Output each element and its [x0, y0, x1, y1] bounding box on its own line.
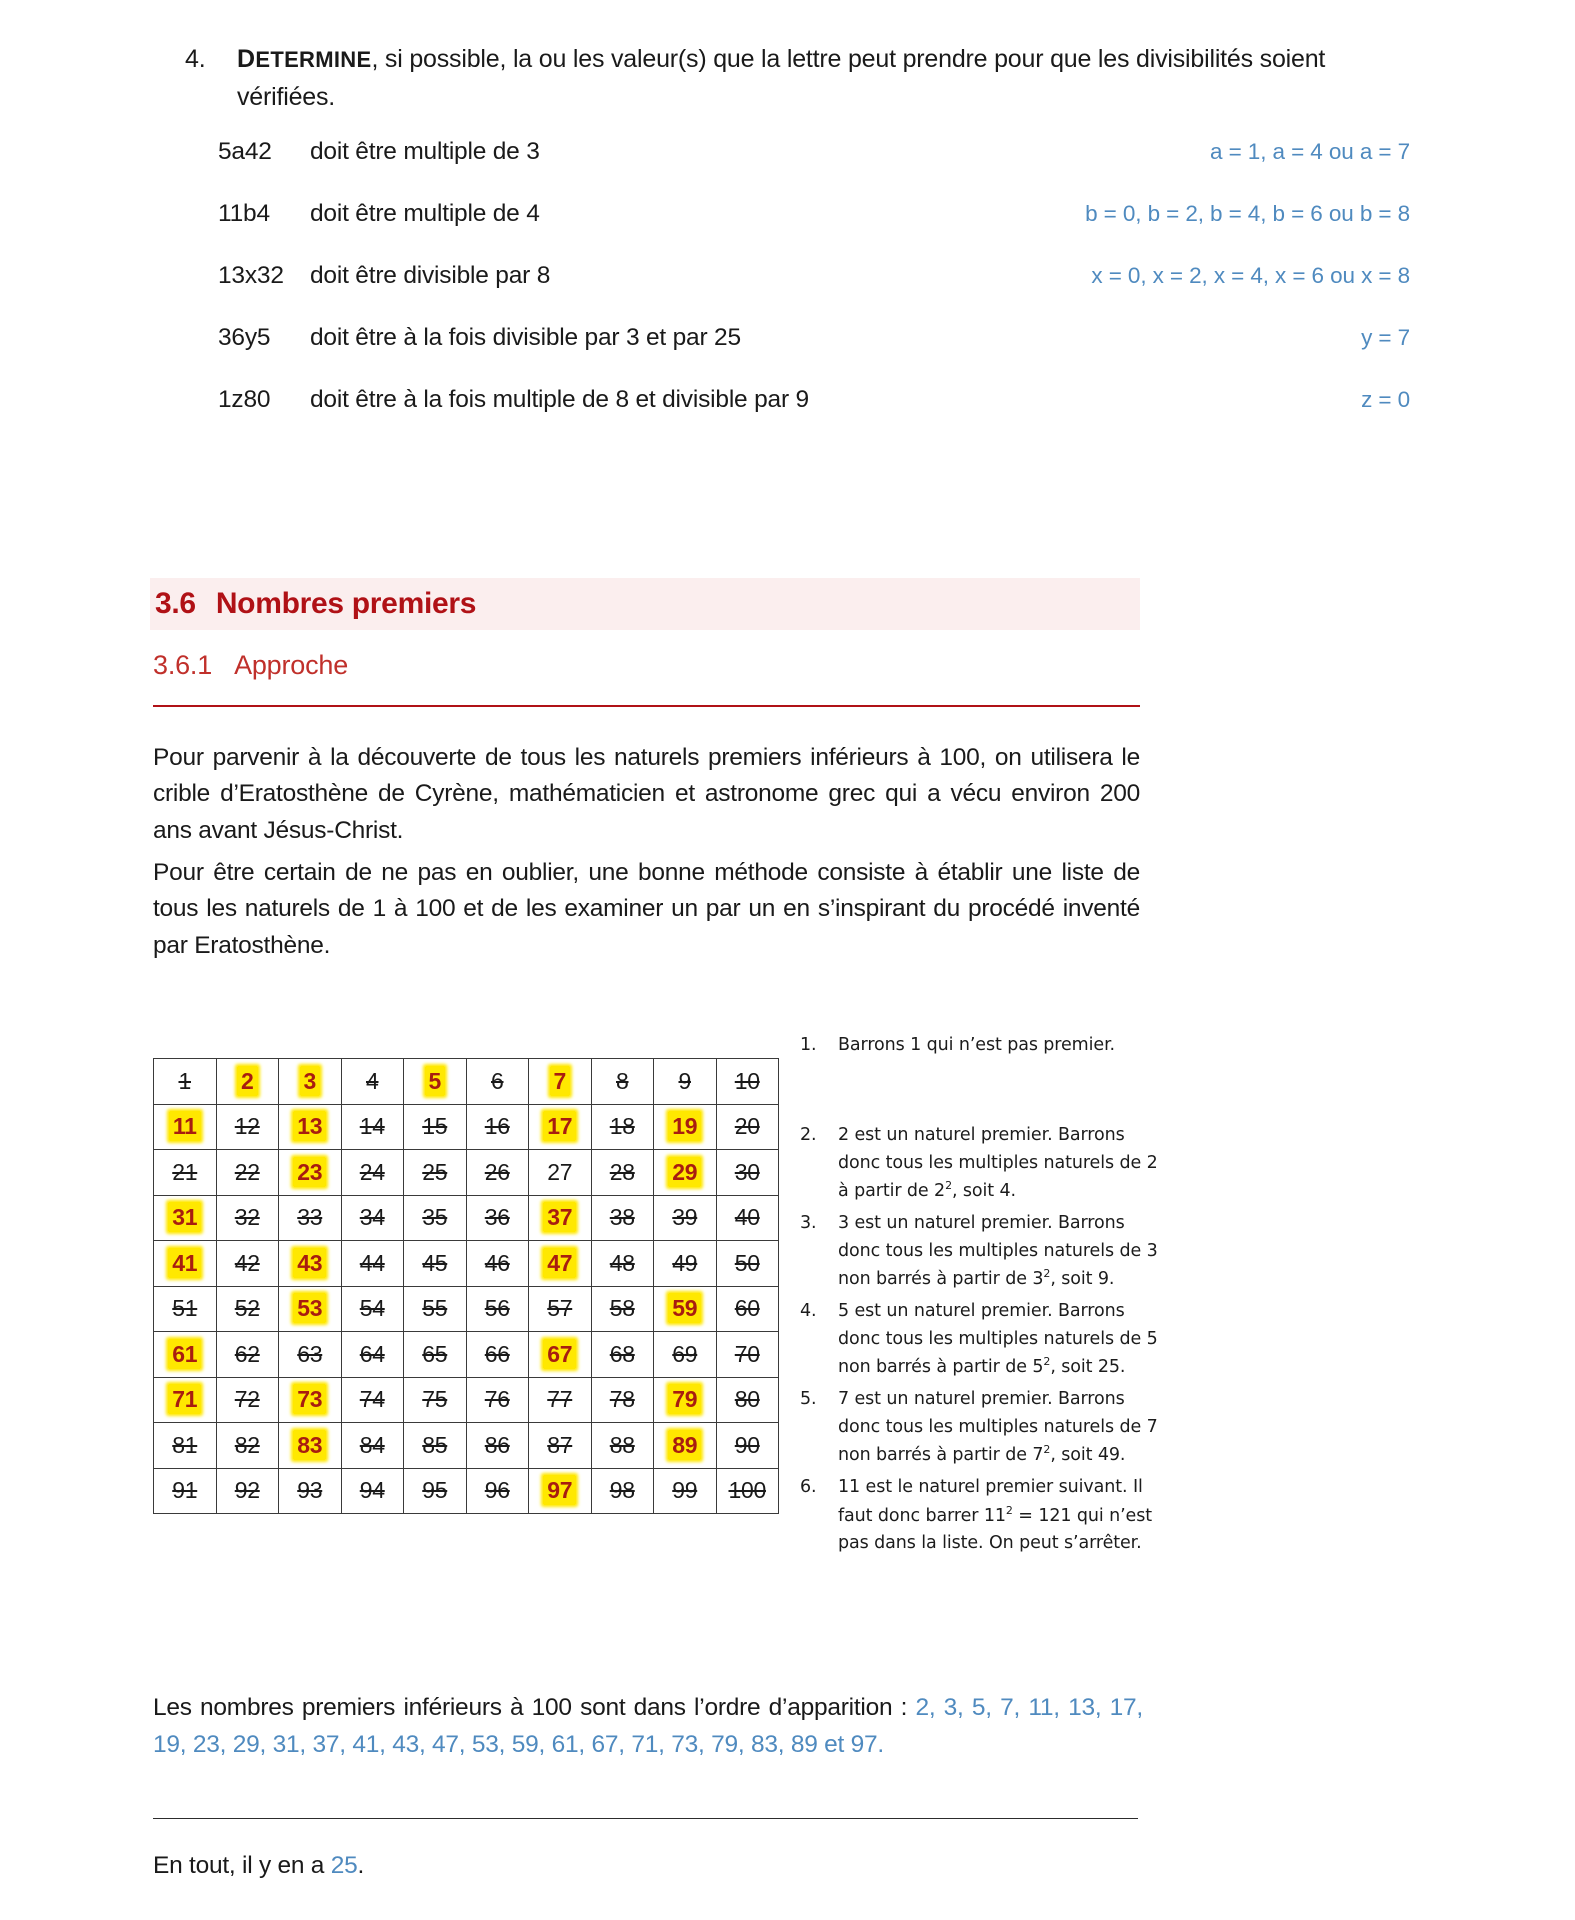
sieve-cell[interactable]	[216, 1332, 279, 1378]
sieve-cell[interactable]	[279, 1104, 342, 1150]
sieve-cell-value: 15	[422, 1113, 448, 1140]
step-text: 2 est un naturel premier. Barrons donc tous les multiples naturels de 2 à partir de $2^2$, soit 4.	[838, 1125, 1158, 1202]
sieve-cell[interactable]	[154, 1104, 217, 1150]
subsection-heading	[153, 650, 348, 681]
step-text: 11 est le naturel premier suivant. Il faut donc barrer $11^2 = 121$ qui n’est pas dans la liste. On peut s’arrêter.	[838, 1477, 1153, 1554]
sieve-cell-value: 22	[234, 1158, 260, 1185]
sieve-cell[interactable]	[341, 1286, 404, 1332]
exercise-expression: 11b4	[218, 200, 270, 227]
sieve-row	[154, 1332, 779, 1378]
sieve-row	[154, 1423, 779, 1469]
sieve-cell[interactable]	[716, 1059, 779, 1105]
step-text: 3 est un naturel premier. Barrons donc tous les multiples naturels de 3 non barrés à partir de $3^2$, soit 9.	[838, 1213, 1158, 1290]
sieve-cell[interactable]	[716, 1377, 779, 1423]
sieve-cell[interactable]	[716, 1468, 779, 1514]
sieve-cell-value: 10	[734, 1067, 760, 1094]
exercise-condition: doit être à la fois multiple de 8 et divisible par 9	[310, 386, 809, 413]
superscript-two: 2	[1005, 1503, 1013, 1517]
sieve-cell-value: 36	[484, 1204, 510, 1231]
sieve-cell-value: 94	[359, 1477, 385, 1504]
sieve-cell[interactable]	[654, 1150, 717, 1196]
sieve-cell-value: 13	[293, 1111, 326, 1141]
sieve-table	[153, 1058, 779, 1514]
sieve-cell[interactable]	[216, 1104, 279, 1150]
sieve-cell-value: 86	[484, 1431, 510, 1458]
sieve-cell-value: 81	[172, 1431, 198, 1458]
sieve-cell[interactable]	[529, 1241, 592, 1287]
sieve-cell-value: 77	[547, 1386, 573, 1413]
sieve-cell-value: 4	[366, 1067, 379, 1094]
sieve-cell[interactable]	[654, 1332, 717, 1378]
exercise-expression: 1z80	[218, 386, 271, 413]
sieve-cell[interactable]	[404, 1104, 467, 1150]
conclusion-lead: Les nombres premiers inférieurs à 100 sont dans l’ordre d’apparition :	[153, 1694, 916, 1721]
sieve-cell[interactable]	[279, 1286, 342, 1332]
exercise-row	[185, 262, 1410, 324]
sieve-cell-value: 20	[734, 1113, 760, 1140]
exercise-number: 4.	[185, 45, 206, 73]
sieve-cell[interactable]	[654, 1423, 717, 1469]
sieve-cell-value: 70	[734, 1340, 760, 1367]
sieve-cell[interactable]	[341, 1423, 404, 1469]
sieve-cell-value: 56	[484, 1295, 510, 1322]
sieve-row	[154, 1059, 779, 1105]
sieve-cell[interactable]	[466, 1377, 529, 1423]
sieve-cell[interactable]	[341, 1150, 404, 1196]
sieve-cell-value: 93	[297, 1477, 323, 1504]
sieve-cell[interactable]	[591, 1150, 654, 1196]
sieve-cell[interactable]	[154, 1195, 217, 1241]
sieve-cell-value: 46	[484, 1249, 510, 1276]
sieve-cell[interactable]	[279, 1377, 342, 1423]
sieve-cell[interactable]	[529, 1195, 592, 1241]
sieve-cell[interactable]	[279, 1059, 342, 1105]
exercise-statement	[237, 40, 1410, 116]
sieve-cell-value: 2	[237, 1066, 258, 1096]
sieve-cell-value: 17	[543, 1111, 576, 1141]
sieve-cell-value: 16	[484, 1113, 510, 1140]
exercise-answer: z = 0	[1361, 387, 1410, 412]
sieve-cell-value: 58	[609, 1295, 635, 1322]
sieve-cell-value: 97	[543, 1475, 576, 1505]
sieve-cell-value: 48	[609, 1249, 635, 1276]
sieve-cell[interactable]	[654, 1241, 717, 1287]
sieve-cell-value: 28	[609, 1158, 635, 1185]
sieve-cell[interactable]	[216, 1150, 279, 1196]
step-number: 5.	[800, 1389, 817, 1409]
sieve-cell[interactable]	[529, 1377, 592, 1423]
superscript-two: 2	[945, 1179, 952, 1193]
sieve-cell-value: 69	[672, 1340, 698, 1367]
sieve-cell-value: 57	[547, 1295, 573, 1322]
sieve-cell-value: 92	[234, 1477, 260, 1504]
exercise-verb-cap: D	[237, 45, 256, 73]
sieve-cell[interactable]	[716, 1195, 779, 1241]
sieve-cell-value: 63	[297, 1340, 323, 1367]
sieve-cell-value: 90	[734, 1431, 760, 1458]
sieve-row	[154, 1195, 779, 1241]
sieve-cell[interactable]	[529, 1332, 592, 1378]
step-item	[800, 1474, 1160, 1558]
sieve-cell-value: 29	[668, 1157, 701, 1187]
sieve-cell-value: 9	[678, 1067, 691, 1094]
sieve-cell-value: 72	[234, 1386, 260, 1413]
step-number: 3.	[800, 1213, 817, 1233]
step-number: 2.	[800, 1125, 817, 1145]
sieve-cell-value: 91	[172, 1477, 198, 1504]
sieve-cell-value: 23	[293, 1157, 326, 1187]
sieve-cell-value: 42	[234, 1249, 260, 1276]
exercise-answer: y = 7	[1361, 325, 1410, 350]
steps-list	[800, 1032, 1160, 1592]
sieve-cell[interactable]	[154, 1423, 217, 1469]
sieve-cell-value: 62	[234, 1340, 260, 1367]
exercise-expression: 36y5	[218, 324, 271, 351]
sieve-cell[interactable]	[591, 1104, 654, 1150]
step-item	[800, 1032, 1160, 1060]
sieve-cell-value: 6	[491, 1067, 504, 1094]
sieve-cell[interactable]	[154, 1377, 217, 1423]
sieve-cell[interactable]	[279, 1423, 342, 1469]
paragraph-intro: Pour parvenir à la découverte de tous les naturels premiers inférieurs à 100, on utilisera le crible d’Eratosthène de Cyrène, mathématicien et astronome grec qui a vécu environ 200 ans avant Jésus-Christ.	[153, 744, 1140, 844]
sieve-cell-value: 53	[293, 1293, 326, 1323]
exercise-statement-text: , si possible, la ou les valeur(s) que la lettre peut prendre pour que les divisibilités soient vérifiées.	[237, 45, 1326, 111]
sieve-body	[154, 1059, 779, 1514]
sieve-cell[interactable]	[716, 1286, 779, 1332]
sieve-cell[interactable]	[154, 1241, 217, 1287]
step-number: 1.	[800, 1035, 817, 1055]
sieve-cell[interactable]	[279, 1195, 342, 1241]
sieve-cell[interactable]	[279, 1241, 342, 1287]
sieve-cell-value: 78	[609, 1386, 635, 1413]
sieve-cell-value: 21	[172, 1158, 198, 1185]
sieve-cell[interactable]	[591, 1468, 654, 1514]
sieve-cell-value: 18	[609, 1113, 635, 1140]
footer-count: 25	[330, 1852, 358, 1879]
sieve-cell-value: 89	[668, 1430, 701, 1460]
sieve-cell[interactable]	[404, 1195, 467, 1241]
sieve-cell[interactable]	[341, 1332, 404, 1378]
sieve-cell-value: 82	[234, 1431, 260, 1458]
footer-line	[153, 1852, 364, 1880]
sieve-cell[interactable]	[404, 1468, 467, 1514]
exercise-heading	[185, 40, 1410, 116]
sieve-cell-value: 8	[616, 1067, 629, 1094]
section-title: Nombres premiers	[215, 587, 477, 620]
sieve-cell-value: 68	[609, 1340, 635, 1367]
step-text: Barrons 1 qui n’est pas premier.	[838, 1035, 1116, 1055]
exercise-condition: doit être multiple de 4	[310, 200, 540, 227]
sieve-cell-value: 24	[359, 1158, 385, 1185]
section-heading	[155, 587, 476, 621]
exercise-block	[185, 40, 1410, 448]
sieve-cell-value: 3	[300, 1066, 321, 1096]
exercise-expression: 5a42	[218, 138, 272, 165]
sieve-cell[interactable]	[154, 1059, 217, 1105]
sieve-cell[interactable]	[591, 1332, 654, 1378]
sieve-cell-value: 49	[672, 1249, 698, 1276]
sieve-row	[154, 1377, 779, 1423]
sieve-cell-value: 37	[543, 1202, 576, 1232]
sieve-cell-value: 65	[422, 1340, 448, 1367]
sieve-cell[interactable]	[341, 1468, 404, 1514]
sieve-cell[interactable]	[466, 1059, 529, 1105]
sieve-cell-value: 45	[422, 1249, 448, 1276]
exercise-answer: b = 0, b = 2, b = 4, b = 6 ou b = 8	[1085, 201, 1410, 226]
sieve-cell[interactable]	[654, 1059, 717, 1105]
sieve-cell-value: 7	[550, 1066, 571, 1096]
sieve-cell[interactable]	[404, 1286, 467, 1332]
footer-tail: .	[357, 1852, 365, 1879]
sieve-cell[interactable]	[591, 1377, 654, 1423]
sieve-cell-value: 47	[543, 1248, 576, 1278]
superscript-two: 2	[1043, 1355, 1051, 1369]
conclusion-paragraph	[153, 1690, 1143, 1764]
sieve-cell[interactable]	[216, 1241, 279, 1287]
sieve-cell-value: 11	[169, 1111, 201, 1141]
sieve-cell-value: 80	[734, 1386, 760, 1413]
sieve-cell-value: 99	[672, 1477, 698, 1504]
sieve-cell[interactable]	[466, 1104, 529, 1150]
footer-lead: En tout, il y en a	[153, 1852, 331, 1879]
sieve-cell-value: 40	[734, 1204, 760, 1231]
sieve-row	[154, 1150, 779, 1196]
sieve-cell-value: 67	[543, 1339, 576, 1369]
step-text: 7 est un naturel premier. Barrons donc tous les multiples naturels de 7 non barrés à partir de $7^2$, soit 49.	[838, 1389, 1158, 1466]
sieve-cell[interactable]	[154, 1468, 217, 1514]
step-item	[800, 1386, 1160, 1470]
sieve-cell-value: 66	[484, 1340, 510, 1367]
sieve-cell-value: 52	[234, 1295, 260, 1322]
sieve-cell-value: 1	[178, 1067, 191, 1094]
exercise-row	[185, 386, 1410, 448]
sieve-cell-value: 19	[668, 1111, 701, 1141]
sieve-cell[interactable]	[341, 1195, 404, 1241]
sieve-cell-value: 50	[734, 1249, 760, 1276]
sieve-cell[interactable]	[466, 1468, 529, 1514]
exercise-rows	[185, 138, 1410, 448]
sieve-cell[interactable]	[404, 1377, 467, 1423]
sieve-cell-value: 35	[422, 1204, 448, 1231]
sieve-cell-value: 39	[672, 1204, 698, 1231]
sieve-cell-value: 32	[234, 1204, 260, 1231]
sieve-cell-value: 98	[609, 1477, 635, 1504]
sieve-cell-value: 96	[484, 1477, 510, 1504]
exercise-answer: a = 1, a = 4 ou a = 7	[1210, 139, 1410, 164]
sieve-cell[interactable]	[466, 1286, 529, 1332]
superscript-two: 2	[1043, 1267, 1051, 1281]
sieve-cell[interactable]	[341, 1377, 404, 1423]
sieve-cell[interactable]	[466, 1332, 529, 1378]
sieve-cell[interactable]	[404, 1150, 467, 1196]
sieve-cell[interactable]	[716, 1150, 779, 1196]
sieve-cell[interactable]	[216, 1195, 279, 1241]
sieve-cell-value: 85	[422, 1431, 448, 1458]
sieve-cell[interactable]	[341, 1059, 404, 1105]
sieve-cell[interactable]	[654, 1377, 717, 1423]
sieve-cell[interactable]	[216, 1423, 279, 1469]
sieve-cell[interactable]	[216, 1377, 279, 1423]
subsection-rule	[153, 705, 1140, 707]
sieve-cell-value: 61	[168, 1339, 201, 1369]
sieve-cell-value: 31	[168, 1202, 201, 1232]
sieve-cell[interactable]	[716, 1332, 779, 1378]
sieve-cell-value: 25	[422, 1158, 448, 1185]
subsection-number: 3.6.1	[153, 650, 213, 680]
sieve-cell[interactable]	[466, 1195, 529, 1241]
sieve-cell-value: 44	[359, 1249, 385, 1276]
sieve-cell[interactable]	[216, 1468, 279, 1514]
sieve-cell[interactable]	[404, 1332, 467, 1378]
sieve-cell[interactable]	[404, 1059, 467, 1105]
section-heading-band	[150, 578, 1140, 630]
sieve-cell-value: 27	[547, 1158, 573, 1185]
sieve-cell[interactable]	[404, 1241, 467, 1287]
sieve-cell[interactable]	[216, 1286, 279, 1332]
step-number: 4.	[800, 1301, 817, 1321]
exercise-expression: 13x32	[218, 262, 284, 289]
sieve-cell[interactable]	[591, 1241, 654, 1287]
sieve-cell-value: 38	[609, 1204, 635, 1231]
sieve-cell[interactable]	[154, 1150, 217, 1196]
section-number: 3.6	[155, 587, 196, 620]
sieve-cell-value: 87	[547, 1431, 573, 1458]
sieve-cell[interactable]	[279, 1332, 342, 1378]
sieve-cell-value: 59	[668, 1293, 701, 1323]
sieve-cell[interactable]	[154, 1286, 217, 1332]
sieve-cell-value: 74	[359, 1386, 385, 1413]
sieve-cell-value: 60	[734, 1295, 760, 1322]
sieve-cell-value: 12	[234, 1113, 260, 1140]
sieve-cell[interactable]	[716, 1104, 779, 1150]
exercise-condition: doit être divisible par 8	[310, 262, 551, 289]
sieve-cell[interactable]	[341, 1241, 404, 1287]
sieve-cell[interactable]	[591, 1423, 654, 1469]
conclusion-primes: 2, 3, 5, 7, 11, 13, 17, 19, 23, 29, 31, 37, 41, 43, 47, 53, 59, 61, 67, 71, 73, 79, 83, 89 et 97.	[153, 1694, 1143, 1758]
step-item	[800, 1122, 1160, 1206]
exercise-answer: x = 0, x = 2, x = 4, x = 6 ou x = 8	[1091, 263, 1410, 288]
exercise-verb	[237, 47, 371, 72]
sieve-cell[interactable]	[404, 1423, 467, 1469]
sieve-cell[interactable]	[654, 1468, 717, 1514]
step-text: 5 est un naturel premier. Barrons donc tous les multiples naturels de 5 non barrés à partir de $5^2$, soit 25.	[838, 1301, 1158, 1378]
sieve-row	[154, 1286, 779, 1332]
sieve-cell[interactable]	[654, 1286, 717, 1332]
sieve-cell-value: 71	[168, 1384, 201, 1414]
sieve-cell[interactable]	[466, 1423, 529, 1469]
sieve-cell[interactable]	[716, 1241, 779, 1287]
sieve-cell-value: 5	[425, 1066, 446, 1096]
exercise-condition: doit être multiple de 3	[310, 138, 540, 165]
sieve-cell-value: 88	[609, 1431, 635, 1458]
sieve-cell[interactable]	[341, 1104, 404, 1150]
sieve-cell[interactable]	[529, 1104, 592, 1150]
footer-rule	[153, 1818, 1138, 1819]
sieve-cell[interactable]	[716, 1423, 779, 1469]
exercise-row	[185, 324, 1410, 386]
sieve-cell-value: 14	[359, 1113, 385, 1140]
sieve-cell[interactable]	[529, 1468, 592, 1514]
exercise-row	[185, 138, 1410, 200]
superscript-two: 2	[1043, 1443, 1051, 1457]
sieve-cell[interactable]	[591, 1286, 654, 1332]
sieve-cell-value: 26	[484, 1158, 510, 1185]
sieve-cell-value: 41	[168, 1248, 201, 1278]
exercise-row	[185, 200, 1410, 262]
sieve-cell-value: 34	[359, 1204, 385, 1231]
subsection-title: Approche	[234, 650, 349, 680]
sieve-cell-value: 64	[359, 1340, 385, 1367]
sieve-cell-value: 79	[668, 1384, 701, 1414]
sieve-cell-value: 73	[293, 1384, 326, 1414]
sieve-cell[interactable]	[279, 1468, 342, 1514]
sieve-cell[interactable]	[529, 1059, 592, 1105]
sieve-cell[interactable]	[591, 1195, 654, 1241]
sieve-cell[interactable]	[591, 1059, 654, 1105]
sieve-cell-value: 76	[484, 1386, 510, 1413]
sieve-cell[interactable]	[466, 1150, 529, 1196]
step-item	[800, 1298, 1160, 1382]
paragraph-method: Pour être certain de ne pas en oublier, une bonne méthode consiste à établir une liste de tous les naturels de 1 à 100 et de les examiner un par un en s’inspirant du procédé inventé par Eratosthène.	[153, 859, 1140, 959]
sieve-cell[interactable]	[154, 1332, 217, 1378]
sieve-cell-value: 84	[359, 1431, 385, 1458]
sieve-row	[154, 1104, 779, 1150]
step-number: 6.	[800, 1477, 817, 1497]
sieve-cell-value: 95	[422, 1477, 448, 1504]
sieve-cell-value: 30	[734, 1158, 760, 1185]
sieve-cell[interactable]	[654, 1104, 717, 1150]
step-item	[800, 1210, 1160, 1294]
sieve-cell-value: 43	[293, 1248, 326, 1278]
sieve-cell-value: 83	[293, 1430, 326, 1460]
sieve-cell[interactable]	[279, 1150, 342, 1196]
sieve-cell[interactable]	[529, 1150, 592, 1196]
sieve-cell-value: 33	[297, 1204, 323, 1231]
sieve-row	[154, 1241, 779, 1287]
sieve-cell-value: 51	[172, 1295, 198, 1322]
exercise-condition: doit être à la fois divisible par 3 et par 25	[310, 324, 741, 351]
sieve-cell-value: 54	[359, 1295, 385, 1322]
sieve-cell-value: 55	[422, 1295, 448, 1322]
sieve-cell-value: 100	[728, 1477, 766, 1504]
sieve-cell[interactable]	[529, 1286, 592, 1332]
sieve-cell[interactable]	[654, 1195, 717, 1241]
sieve-cell-value: 75	[422, 1386, 448, 1413]
sieve-cell[interactable]	[216, 1059, 279, 1105]
sieve-cell[interactable]	[466, 1241, 529, 1287]
sieve-cell[interactable]	[529, 1423, 592, 1469]
sieve-row	[154, 1468, 779, 1514]
exercise-verb-rest: ETERMINE	[255, 47, 372, 72]
